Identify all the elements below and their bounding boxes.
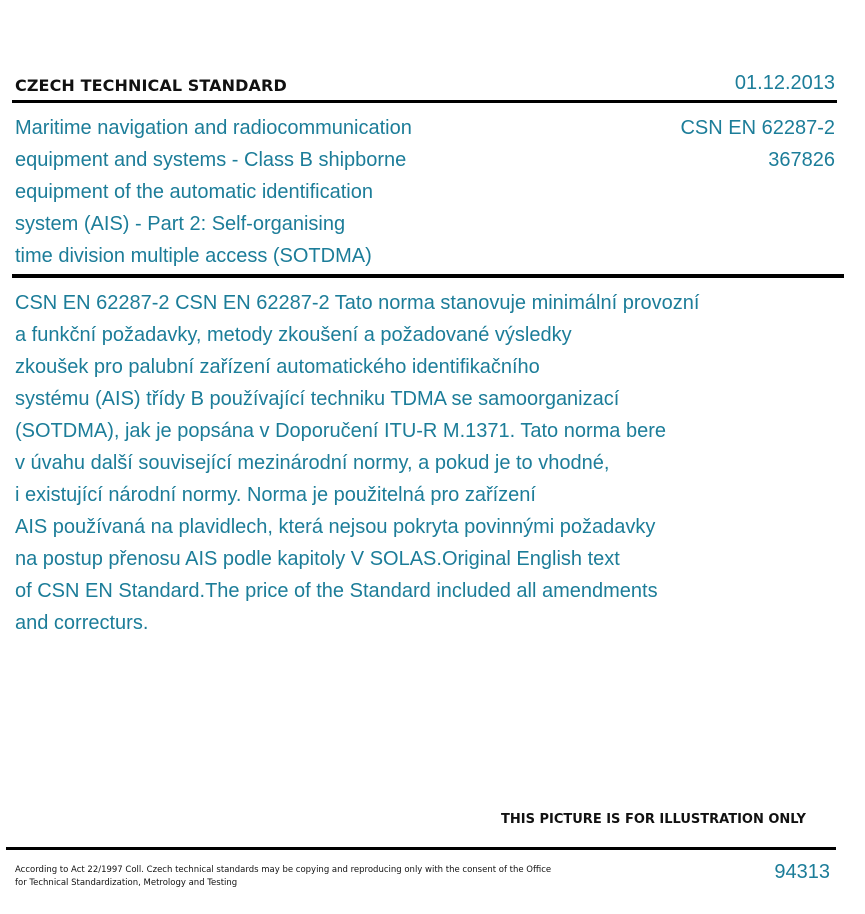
description-line: AIS používaná na plavidlech, která nejsou pokryta povinnými požadavky [15,516,656,538]
header-date: 01.12.2013 [734,72,835,94]
header-label: CZECH TECHNICAL STANDARD [15,76,287,95]
description-line: CSN EN 62287-2 CSN EN 62287-2 Tato norma stanovuje minimální provozní [15,292,700,314]
description-line: na postup přenosu AIS podle kapitoly V SOLAS.Original English text [15,548,620,570]
footer-divider [6,847,836,850]
description-line: v úvahu další související mezinárodní normy, a pokud je to vhodné, [15,452,610,474]
catalog-number: 367826 [768,149,835,171]
description-line: systému (AIS) třídy B používající techniku TDMA se samoorganizací [15,388,620,410]
illustration-note: THIS PICTURE IS FOR ILLUSTRATION ONLY [501,812,806,827]
title-line: system (AIS) - Part 2: Self-organising [15,213,346,235]
title-line: Maritime navigation and radiocommunication [15,117,412,139]
description-line: and correcturs. [15,612,149,634]
footer-number: 94313 [774,861,830,883]
header-divider [12,100,837,103]
footer-note-line: According to Act 22/1997 Coll. Czech technical standards may be copying and reproducing only with the consent of the Office [15,865,552,875]
description-line: of CSN EN Standard.The price of the Standard included all amendments [15,580,658,602]
title-divider [12,274,844,278]
standard-meta [680,112,835,176]
title-line: equipment of the automatic identification [15,181,373,203]
footer-legal-note [15,864,615,890]
title-line: equipment and systems - Class B shipborne [15,149,407,171]
description-line: zkoušek pro palubní zařízení automatického identifikačního [15,356,540,378]
standard-description [15,287,795,639]
standard-title [15,112,465,272]
description-line: a funkční požadavky, metody zkoušení a požadované výsledky [15,324,572,346]
standard-code: CSN EN 62287-2 [680,117,835,139]
description-line: i existující národní normy. Norma je použitelná pro zařízení [15,484,536,506]
title-line: time division multiple access (SOTDMA) [15,245,372,267]
footer-note-line: for Technical Standardization, Metrology and Testing [15,878,238,888]
description-line: (SOTDMA), jak je popsána v Doporučení ITU-R M.1371. Tato norma bere [15,420,667,442]
